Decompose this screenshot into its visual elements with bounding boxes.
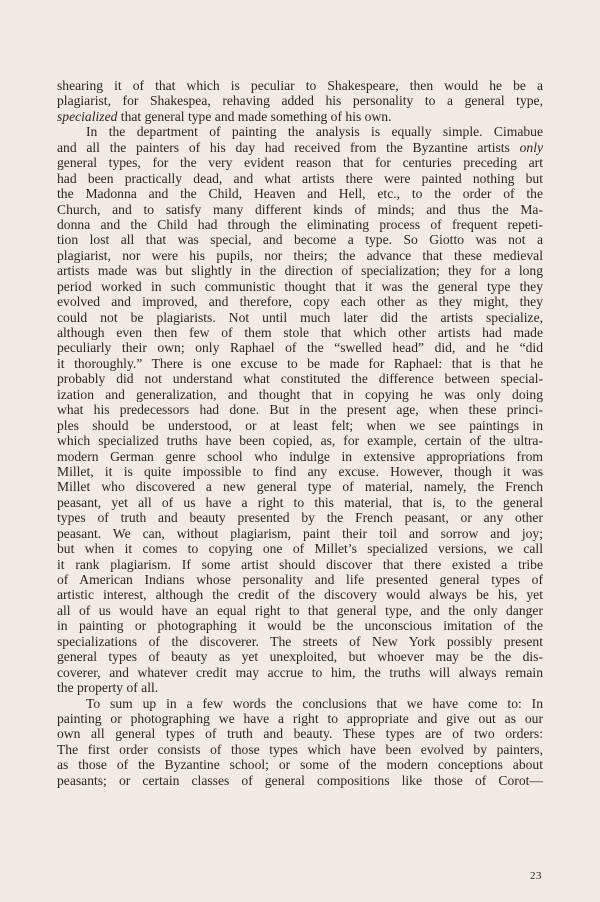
text-line: artists made was but slightly in the direction of specialization; they for a long [57, 263, 543, 279]
text-line: it rank plagiarism. If some artist should discover that there existed a tribe [57, 556, 543, 572]
text-line [57, 140, 543, 155]
text-line: painting or photographing we have a right to appropriate and give out as our [57, 710, 543, 726]
text-line: Church, and to satisfy many different kinds of minds; and thus the Ma- [57, 201, 543, 217]
italic-text: specialized [57, 108, 118, 124]
text-line: ization and generalization, and thought that in copying he was only doing [57, 386, 543, 402]
text-line: in painting or photographing it would be the unconscious imitation of the [57, 618, 543, 634]
text-line [57, 109, 543, 124]
text-line: ples should be understood, or at least felt; when we see paintings in [57, 417, 543, 433]
text-line: Millet who discovered a new general type of material, namely, the French [57, 479, 543, 495]
text-line: although even then few of them stole that which other artists had made [57, 325, 543, 340]
text-line: what his predecessors had done. But in the present age, when these princi- [57, 402, 543, 418]
text-line: In the department of painting the analysis is equally simple. Cimabue [86, 124, 543, 140]
text-line: evolved and improved, and therefore, copy each other as they might, they [57, 294, 543, 310]
text-line: peasant, yet all of us have a right to this material, that is, to the general [57, 494, 543, 510]
text-line: which specialized truths have been copied, as, for example, certain of the ultra- [57, 433, 543, 449]
text-line: had been practically dead, and what artists there were painted nothing but [57, 170, 543, 186]
text-line: period worked in such communistic thought that it was the general type they [57, 278, 543, 294]
text-line: tion lost all that was special, and become a type. So Giotto was not a [57, 232, 543, 248]
page-body [57, 78, 543, 788]
text-line: modern German genre school who indulge in extensive appropriations from [57, 448, 543, 464]
text-line: general types of beauty as yet unexploited, but whoever may be the dis- [57, 649, 543, 665]
page-number: 23 [530, 870, 542, 882]
text-line: probably did not understand what constituted the difference between special- [57, 371, 543, 387]
text-run: that general type and made something of his own. [117, 108, 392, 124]
text-line: types of truth and beauty presented by the French peasant, or any other [57, 510, 543, 526]
text-line: donna and the Child had through the eliminating process of frequent repeti- [57, 216, 543, 232]
text-line: artistic interest, although the credit of the discovery would always be his, yet [57, 587, 543, 603]
text-line: but when it comes to copying one of Millet’s specialized versions, we call [57, 541, 543, 557]
text-line: coverer, and whatever credit may accrue to him, the truths will always remain [57, 664, 543, 680]
text-line: peasant. We can, without plagiarism, paint their toil and sorrow and joy; [57, 525, 543, 541]
text-line: it thoroughly.” There is one excuse to be made for Raphael: that is that he [57, 355, 543, 371]
text-line: the Madonna and the Child, Heaven and Hell, etc., to the order of the [57, 186, 543, 202]
text-line: plagiarist, nor were his pupils, nor theirs; the advance that these medieval [57, 247, 543, 263]
text-line: The first order consists of those types which have been evolved by painters, [57, 741, 543, 757]
text-line: To sum up in a few words the conclusions that we have come to: In [86, 695, 543, 711]
text-line: own all general types of truth and beauty. These types are of two orders: [57, 726, 543, 742]
text-line: peasants; or certain classes of general compositions like those of Corot— [57, 772, 543, 788]
text-line: could not be plagiarists. Not until much later did the artists specialize, [57, 309, 543, 325]
text-line: as those of the Byzantine school; or some of the modern conceptions about [57, 757, 543, 773]
text-line: peculiarly their own; only Raphael of the “swelled head” did, and he “did [57, 340, 543, 356]
text-line: all of us would have an equal right to that general type, and the only danger [57, 602, 543, 618]
text-line: specializations of the discoverer. The streets of New York possibly present [57, 633, 543, 649]
text-line: the property of all. [57, 680, 159, 696]
text-line: plagiarist, for Shakespea, rehaving added his personality to a general type, [57, 93, 543, 109]
italic-text: only [519, 139, 543, 155]
text-run: and all the painters of his day had received from the Byzantine artists [57, 139, 520, 155]
text-line: Millet, it is quite impossible to find any excuse. However, though it was [57, 463, 543, 479]
text-line: shearing it of that which is peculiar to Shakespeare, then would he be a [57, 78, 543, 93]
text-line: of American Indians whose personality and life presented general types of [57, 572, 543, 587]
text-line: general types, for the very evident reason that for centuries preceding art [57, 155, 543, 171]
